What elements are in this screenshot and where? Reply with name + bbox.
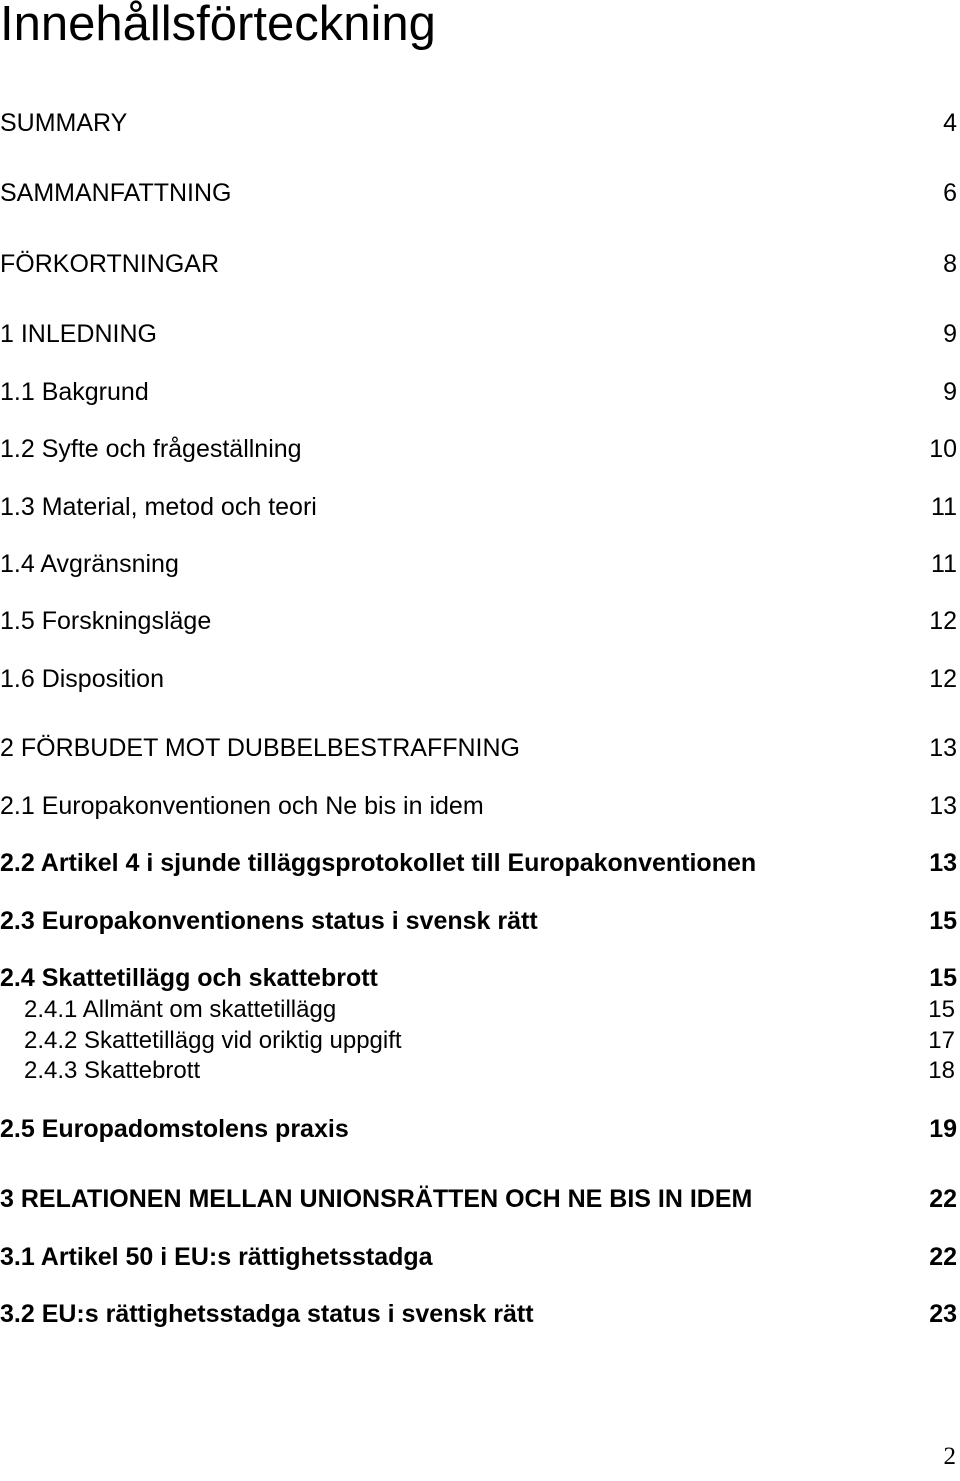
toc-entry-page: 15 <box>929 964 957 992</box>
toc-entry-allmant[interactable] <box>0 995 960 1025</box>
toc-entry-title: 3.2 EU:s rättighetsstadga status i svensk rätt <box>0 1300 534 1328</box>
toc-entry-page: 9 <box>943 378 957 406</box>
toc-entry-page: 12 <box>929 665 957 693</box>
toc-entry-sammanfattning[interactable] <box>0 176 960 210</box>
toc-entry-title: 1.1 Bakgrund <box>0 378 149 406</box>
toc-entry-page: 9 <box>943 320 957 348</box>
toc-entry-disposition[interactable] <box>0 662 960 696</box>
toc-entry-page: 12 <box>929 607 957 635</box>
toc-entry-title: 1 INLEDNING <box>0 320 157 348</box>
toc-entry-artikel-4[interactable] <box>0 846 960 880</box>
toc-entry-europadomstolens-praxis[interactable] <box>0 1112 960 1146</box>
toc-entry-title: 1.3 Material, metod och teori <box>0 493 317 521</box>
toc-entry-europakonventionen[interactable] <box>0 789 960 823</box>
toc-entry-oriktig-uppgift[interactable] <box>0 1026 960 1056</box>
toc-entry-page: 22 <box>929 1243 957 1271</box>
toc-entry-title: 2.1 Europakonventionen och Ne bis in idem <box>0 792 484 820</box>
toc-entry-title: 1.2 Syfte och frågeställning <box>0 435 302 463</box>
toc-entry-title: 1.5 Forskningsläge <box>0 607 212 635</box>
toc-entry-title: 2.3 Europakonventionens status i svensk rätt <box>0 907 538 935</box>
page-title: Innehållsförteckning <box>0 0 436 51</box>
toc-entry-forbudet[interactable] <box>0 731 960 765</box>
toc-entry-title: SAMMANFATTNING <box>0 179 232 207</box>
toc-entry-page: 6 <box>943 179 957 207</box>
toc-entry-page: 4 <box>943 109 957 137</box>
toc-entry-forskningslage[interactable] <box>0 604 960 638</box>
toc-entry-summary[interactable] <box>0 106 960 140</box>
toc-entry-page: 13 <box>929 792 957 820</box>
toc-entry-title: 1.6 Disposition <box>0 665 164 693</box>
toc-entry-material[interactable] <box>0 490 960 524</box>
toc-entry-title: 2.2 Artikel 4 i sjunde tilläggsprotokollet till Europakonventionen <box>0 849 757 877</box>
toc-entry-page: 11 <box>931 493 957 521</box>
toc-entry-title: 1.4 Avgränsning <box>0 550 179 578</box>
toc-entry-inledning[interactable] <box>0 317 960 351</box>
toc-entry-page: 19 <box>929 1115 957 1143</box>
toc-entry-title: 2.4.2 Skattetillägg vid oriktig uppgift <box>24 1027 402 1054</box>
toc-entry-title: 2.4.1 Allmänt om skattetillägg <box>24 996 337 1023</box>
toc-entry-status[interactable] <box>0 904 960 938</box>
toc-entry-page: 13 <box>929 734 957 762</box>
toc-entry-title: 2.4 Skattetillägg och skattebrott <box>0 964 378 992</box>
toc-entry-title: 3.1 Artikel 50 i EU:s rättighetsstadga <box>0 1243 433 1271</box>
toc-entry-title: 3 RELATIONEN MELLAN UNIONSRÄTTEN OCH NE BIS IN IDEM <box>0 1185 753 1213</box>
toc-entry-page: 22 <box>929 1185 957 1213</box>
toc-entry-syfte[interactable] <box>0 432 960 466</box>
page-number: 2 <box>943 1443 956 1470</box>
toc-entry-avgransning[interactable] <box>0 547 960 581</box>
toc-entry-forkortningar[interactable] <box>0 247 960 281</box>
toc-entry-page: 17 <box>928 1027 955 1054</box>
toc-entry-rattighetsstadga-status[interactable] <box>0 1297 960 1331</box>
toc-entry-title: SUMMARY <box>0 109 128 137</box>
toc-entry-skattebrott[interactable] <box>0 1056 960 1086</box>
toc-entry-page: 8 <box>943 250 957 278</box>
toc-entry-page: 13 <box>929 849 957 877</box>
toc-entry-title: 2 FÖRBUDET MOT DUBBELBESTRAFFNING <box>0 734 520 762</box>
toc-entry-title: 2.5 Europadomstolens praxis <box>0 1115 349 1143</box>
toc-entry-artikel-50[interactable] <box>0 1240 960 1274</box>
toc-entry-page: 18 <box>928 1057 955 1084</box>
toc-entry-bakgrund[interactable] <box>0 375 960 409</box>
toc-entry-page: 10 <box>929 435 957 463</box>
toc-entry-page: 15 <box>928 996 955 1023</box>
toc-entry-skattetillagg[interactable] <box>0 961 960 995</box>
toc-entry-page: 15 <box>929 907 957 935</box>
toc-entry-page: 23 <box>929 1300 957 1328</box>
toc-entry-title: 2.4.3 Skattebrott <box>24 1057 201 1084</box>
toc-entry-relationen[interactable] <box>0 1182 960 1216</box>
toc-entry-page: 11 <box>931 550 957 578</box>
toc-entry-title: FÖRKORTNINGAR <box>0 250 219 278</box>
